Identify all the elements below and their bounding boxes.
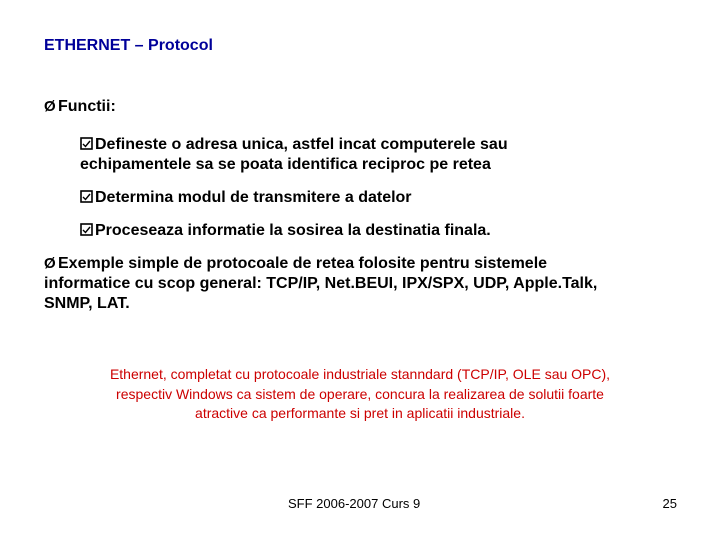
footer-course: SFF 2006-2007 Curs 9 xyxy=(288,496,421,511)
sub-bullet-text: Proceseaza informatie la sosirea la destinatia finala. xyxy=(95,222,491,239)
arrow-right-icon: Ø xyxy=(44,98,56,115)
bullet-functii xyxy=(44,97,116,117)
sub-bullet-text: Defineste o adresa unica, astfel incat computerele sau xyxy=(95,136,508,153)
slide-title: ETHERNET – Protocol xyxy=(44,37,213,54)
checkbox-square-icon xyxy=(80,137,93,150)
bullet-exemple-text: Exemple simple de protocoale de retea folosite pentru sistemele xyxy=(58,255,548,272)
bullet-exemple-text-continued: informatice cu scop general: TCP/IP, Net.BEUI, IPX/SPX, UDP, Apple.Talk, xyxy=(44,275,598,292)
note-line: Ethernet, completat cu protocoale industriale stanndard (TCP/IP, OLE sau OPC), xyxy=(109,366,611,382)
checkbox-square-icon xyxy=(80,190,93,203)
arrow-right-icon: Ø xyxy=(44,255,56,272)
bullet-functii-text: Functii: xyxy=(58,98,116,115)
sub-bullet-text: Determina modul de transmitere a datelor xyxy=(95,189,412,206)
bullet-exemple xyxy=(44,254,597,314)
note-line: respectiv Windows ca sistem de operare, concura la realizarea de solutii foarte xyxy=(116,385,604,402)
note-line: atractive ca performante si pret in aplicatii industriale. xyxy=(195,405,525,421)
checkbox-square-icon xyxy=(80,223,93,236)
industrial-note xyxy=(40,365,680,424)
page-number: 25 xyxy=(662,496,677,511)
bullet-exemple-text-end: SNMP, LAT. xyxy=(44,295,130,312)
sub-bullet-transmitere xyxy=(80,188,412,208)
sub-bullet-text-continued: echipamentele sa se poata identifica reciproc pe retea xyxy=(80,156,491,173)
sub-bullet-proceseaza xyxy=(80,221,491,241)
sub-bullet-adresa xyxy=(80,135,508,175)
